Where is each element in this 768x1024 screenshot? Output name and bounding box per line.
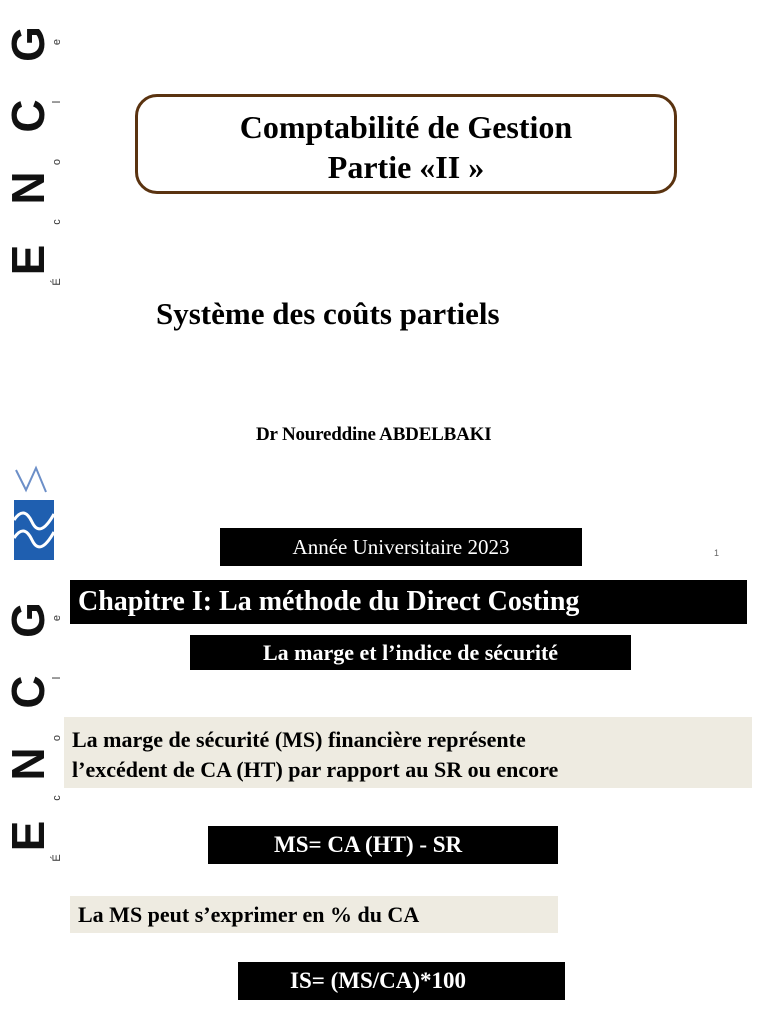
logo-side-char: É [51, 278, 63, 286]
slide-subtitle: Système des coûts partiels [156, 296, 500, 331]
logo-letter-c: C [2, 675, 54, 709]
logo-letter-n: N [2, 747, 54, 781]
encg-logo-strip [2, 576, 64, 1024]
logo-side-char: c [51, 219, 63, 225]
logo-letters [2, 8, 54, 296]
logo-side-char: o [51, 158, 63, 166]
encg-logo-strip [2, 0, 64, 576]
logo-side-text [50, 12, 64, 312]
logo-side-char: e [51, 38, 63, 46]
logo-side-char: l [51, 100, 63, 104]
is-formula: IS= (MS/CA)*100 [238, 962, 565, 1000]
page-number: 1 [714, 548, 720, 558]
percent-note: La MS peut s’exprimer en % du CA [70, 896, 558, 933]
logo-letter-n: N [2, 171, 54, 205]
slide-2 [0, 576, 768, 1024]
logo-side-char: c [51, 795, 63, 801]
logo-letter-g: G [2, 26, 54, 62]
definition-line-2: l’excédent de CA (HT) par rapport au SR ou encore [72, 757, 559, 782]
logo-side-char: É [51, 854, 63, 862]
academic-year-badge: Année Universitaire 2023 [220, 528, 582, 566]
logo-side-char: o [51, 734, 63, 742]
author-name: Dr Noureddine ABDELBAKI [256, 424, 492, 445]
ms-formula: MS= CA (HT) - SR [208, 826, 558, 864]
definition-line-1: La marge de sécurité (MS) financière représente [72, 727, 526, 752]
logo-letter-e: E [2, 244, 54, 276]
logo-side-text [50, 588, 64, 888]
definition-box [64, 717, 752, 788]
logo-letter-c: C [2, 99, 54, 133]
title-box [135, 94, 677, 194]
chapter-heading: Chapitre I: La méthode du Direct Costing [70, 580, 747, 624]
logo-letter-e: E [2, 820, 54, 852]
course-title: Comptabilité de Gestion [239, 109, 573, 145]
logo-letter-g: G [2, 602, 54, 638]
logo-letters [2, 584, 54, 872]
section-heading: La marge et l’indice de sécurité [190, 635, 631, 670]
course-part: Partie «II » [327, 149, 485, 185]
logo-side-char: l [51, 676, 63, 680]
logo-side-char: e [51, 614, 63, 622]
logo-wave-graphic [10, 450, 56, 560]
